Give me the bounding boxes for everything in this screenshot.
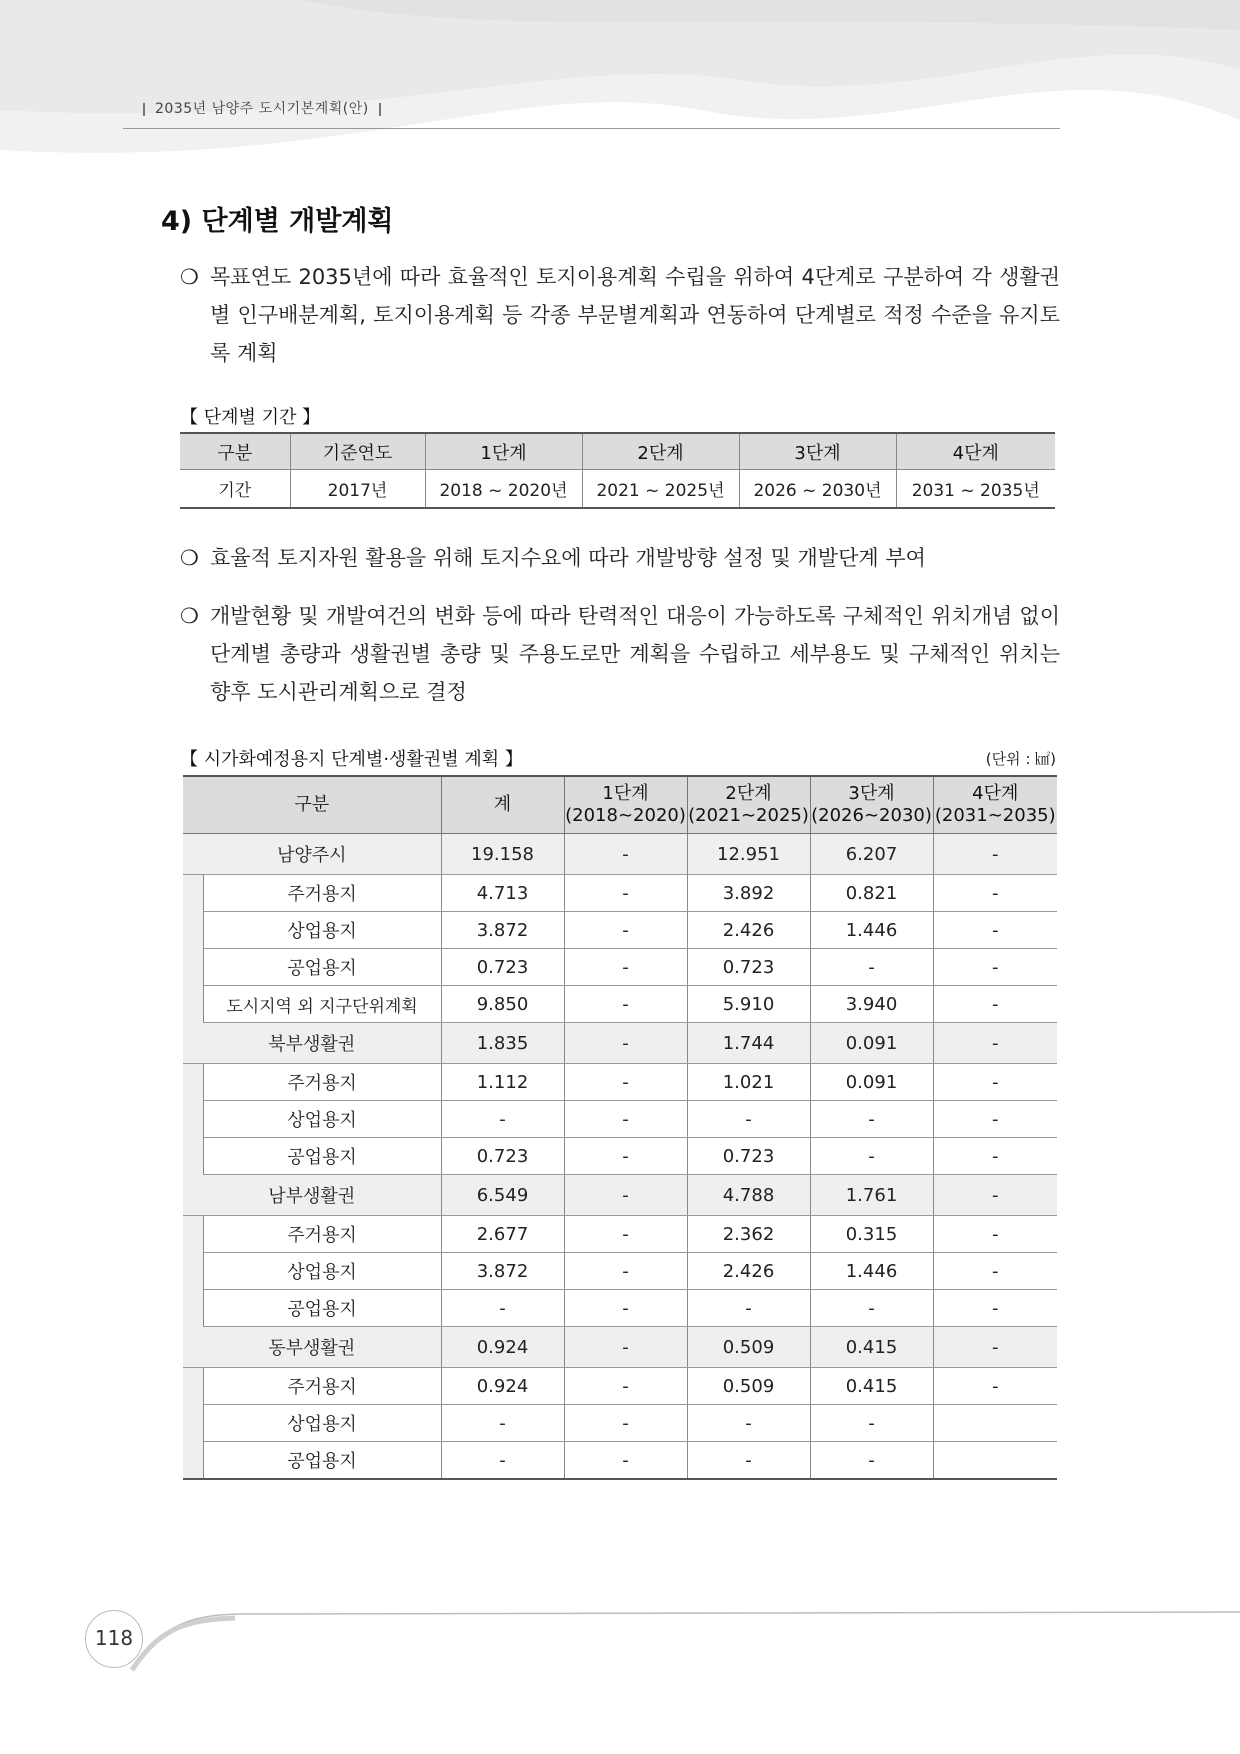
bullet-circle: ❍ (180, 604, 199, 628)
table-cell: - (810, 949, 933, 986)
table-cell: - (810, 1442, 933, 1480)
urbanization-plan-table (183, 775, 1057, 1480)
row-name: 주거용지 (203, 1368, 441, 1405)
table-cell: 1.446 (810, 912, 933, 949)
table-row (183, 1368, 1057, 1405)
group-name: 북부생활권 (183, 1023, 441, 1064)
header-cell-total: 계 (441, 776, 564, 834)
row-name: 상업용지 (203, 1253, 441, 1290)
table-cell: 0.723 (687, 949, 810, 986)
table-row (183, 1216, 1057, 1253)
table-cell: 1.021 (687, 1064, 810, 1101)
table-cell: - (564, 1175, 687, 1216)
table-cell: - (564, 1290, 687, 1327)
header-bar-right (379, 103, 381, 116)
table-cell: 0.723 (687, 1138, 810, 1175)
table-header-row (180, 433, 1055, 470)
table-cell: 0.723 (441, 1138, 564, 1175)
table-cell: 기간 (218, 481, 252, 501)
running-header (133, 98, 391, 118)
header-cell-phase-3 (810, 776, 933, 834)
table-row (183, 1064, 1057, 1101)
table-cell: 3.940 (810, 986, 933, 1023)
unit-label: (단위 : ㎢) (985, 750, 1056, 768)
table-cell: - (933, 1327, 1057, 1368)
table-cell: 3.892 (687, 875, 810, 912)
table-row (183, 875, 1057, 912)
table-cell: - (564, 1216, 687, 1253)
bullet-circle: ❍ (180, 546, 199, 570)
table-cell: - (933, 1290, 1057, 1327)
table-cell: 0.924 (441, 1327, 564, 1368)
indent-stub (183, 1216, 203, 1327)
table-cell: 6.207 (810, 834, 933, 875)
table-row (183, 1405, 1057, 1442)
footer-swoosh-decoration (0, 1600, 1240, 1700)
table-cell: - (810, 1138, 933, 1175)
table-cell: - (687, 1405, 810, 1442)
group-name: 동부생활권 (183, 1327, 441, 1368)
phase-years: (2031∼2035) (934, 805, 1056, 826)
phase-label: 3단계 (848, 783, 895, 804)
table-cell: - (933, 986, 1057, 1023)
indent-stub (183, 1064, 203, 1175)
table-cell: - (441, 1442, 564, 1480)
header-cell-category: 구분 (183, 776, 441, 834)
group-name: 남부생활권 (183, 1175, 441, 1216)
indent-stub (183, 1368, 203, 1480)
paragraph-text: 개발현황 및 개발여건의 변화 등에 따라 탄력적인 대응이 가능하도록 구체적인 위치개념 없이 단계별 총량과 생활권별 총량 및 주용도로만 계획을 수립하고 세부용도 및 구체적인 위치는 향후 도시관리계획으로 결정 (210, 604, 1060, 704)
row-name: 공업용지 (203, 1290, 441, 1327)
table1-caption: 【 단계별 기간 】 (180, 407, 321, 428)
table-cell: 2017년 (290, 470, 425, 509)
phase-label: 2단계 (725, 783, 772, 804)
table-cell: - (441, 1405, 564, 1442)
table-cell: - (933, 912, 1057, 949)
header-cell: 1단계 (425, 433, 582, 470)
running-title: 2035년 남양주 도시기본계획(안) (155, 101, 369, 117)
table-row (183, 1138, 1057, 1175)
table-cell: 0.723 (441, 949, 564, 986)
header-rule (123, 128, 1060, 129)
table-cell: - (564, 834, 687, 875)
table-cell: - (933, 834, 1057, 875)
phase-years: (2018∼2020) (565, 805, 686, 826)
row-name: 상업용지 (203, 1405, 441, 1442)
table-cell: 5.910 (687, 986, 810, 1023)
phase-years: (2021∼2025) (688, 805, 809, 826)
paragraph-text: 목표연도 2035년에 따라 효율적인 토지이용계획 수립을 위하여 4단계로 구분하여 각 생활권별 인구배분계획, 토지이용계획 등 각종 부문별계획과 연동하여 단계별로 적정 수준을 유지토록 계획 (210, 265, 1060, 365)
row-name: 주거용지 (203, 1064, 441, 1101)
table-cell: - (564, 949, 687, 986)
phase-label: 4단계 (972, 783, 1019, 804)
table-cell: 1.112 (441, 1064, 564, 1101)
table-cell: - (564, 1101, 687, 1138)
phase-years: (2026∼2030) (811, 805, 932, 826)
table-cell: 2.677 (441, 1216, 564, 1253)
table-cell: 9.850 (441, 986, 564, 1023)
table-row-group (183, 1175, 1057, 1216)
table-cell: 12.951 (687, 834, 810, 875)
table2-caption: 【 시가화예정용지 단계별·생활권별 계획 】 (180, 749, 523, 770)
row-name: 공업용지 (203, 1442, 441, 1480)
table-row (183, 912, 1057, 949)
table-cell: - (687, 1442, 810, 1480)
row-name: 주거용지 (203, 1216, 441, 1253)
table-cell: - (687, 1290, 810, 1327)
table-row-group (183, 834, 1057, 875)
page-number: 118 (94, 1626, 134, 1650)
table-cell: 0.509 (687, 1368, 810, 1405)
row-name: 주거용지 (203, 875, 441, 912)
table-cell: 0.821 (810, 875, 933, 912)
header-cell: 3단계 (739, 433, 896, 470)
paragraph-3 (180, 597, 1060, 711)
table-cell: - (564, 875, 687, 912)
table-cell: 0.509 (687, 1327, 810, 1368)
table-cell: - (933, 1064, 1057, 1101)
header-cell-phase-1 (564, 776, 687, 834)
table-cell: 0.415 (810, 1327, 933, 1368)
table-cell: 0.415 (810, 1368, 933, 1405)
header-cell-phase-4 (933, 776, 1057, 834)
table-cell: 3.872 (441, 1253, 564, 1290)
period-table (180, 432, 1055, 509)
header-cell: 기준연도 (290, 433, 425, 470)
table-cell: - (933, 875, 1057, 912)
row-name: 도시지역 외 지구단위계획 (203, 986, 441, 1023)
group-name: 남양주시 (183, 834, 441, 875)
table-cell: - (564, 1138, 687, 1175)
table-cell: - (810, 1290, 933, 1327)
table-cell: 2.362 (687, 1216, 810, 1253)
table-cell: 2.426 (687, 912, 810, 949)
table-cell: - (810, 1405, 933, 1442)
table-cell: 0.091 (810, 1064, 933, 1101)
table-cell: - (441, 1101, 564, 1138)
table-cell: - (687, 1101, 810, 1138)
table-cell: - (933, 1101, 1057, 1138)
table-row (183, 1290, 1057, 1327)
table-cell: 4.788 (687, 1175, 810, 1216)
table-cell: - (441, 1290, 564, 1327)
table-cell: 3.872 (441, 912, 564, 949)
table-cell: - (933, 1368, 1057, 1405)
table-cell: - (564, 1442, 687, 1480)
table-cell: - (564, 1023, 687, 1064)
table-row (183, 986, 1057, 1023)
table-cell: - (564, 1405, 687, 1442)
header-cell: 4단계 (896, 433, 1055, 470)
table-cell (933, 1442, 1057, 1480)
table-cell: 2021 ~ 2025년 (582, 470, 739, 509)
header-cell-phase-2 (687, 776, 810, 834)
table-cell: 0.091 (810, 1023, 933, 1064)
row-name: 공업용지 (203, 949, 441, 986)
row-name: 상업용지 (203, 1101, 441, 1138)
header-cell: 구분 (180, 433, 290, 470)
table-cell: 1.744 (687, 1023, 810, 1064)
header-bar-left (143, 103, 145, 116)
table-cell: - (933, 1023, 1057, 1064)
paragraph-2 (180, 539, 1060, 577)
table-cell: - (810, 1101, 933, 1138)
table-cell: 2018 ~ 2020년 (425, 470, 582, 509)
table-cell: - (564, 1327, 687, 1368)
table-row (183, 949, 1057, 986)
table-cell: 4.713 (441, 875, 564, 912)
table-cell: - (564, 1064, 687, 1101)
table-cell: - (564, 986, 687, 1023)
table-header-row (183, 776, 1057, 834)
table-cell: - (564, 1368, 687, 1405)
table-cell: - (933, 949, 1057, 986)
table-cell: 2.426 (687, 1253, 810, 1290)
table-cell: - (933, 1138, 1057, 1175)
table-row-group (183, 1023, 1057, 1064)
table-cell: - (933, 1175, 1057, 1216)
table-cell: 0.315 (810, 1216, 933, 1253)
bullet-circle: ❍ (180, 265, 199, 289)
table-cell: 0.924 (441, 1368, 564, 1405)
table-row (183, 1442, 1057, 1480)
table-cell: 2031 ~ 2035년 (896, 470, 1055, 509)
table-cell: 2026 ~ 2030년 (739, 470, 896, 509)
section-title: 4) 단계별 개발계획 (161, 206, 394, 237)
table-cell (933, 1405, 1057, 1442)
table-cell: 6.549 (441, 1175, 564, 1216)
table-cell: 19.158 (441, 834, 564, 875)
table-cell: 1.761 (810, 1175, 933, 1216)
table-row (180, 470, 1055, 509)
table-cell: - (564, 912, 687, 949)
paragraph-1 (180, 258, 1060, 372)
table-row (183, 1101, 1057, 1138)
table-cell: - (564, 1253, 687, 1290)
row-name: 상업용지 (203, 912, 441, 949)
header-cell: 2단계 (582, 433, 739, 470)
indent-stub (183, 875, 203, 1023)
table-cell: - (933, 1216, 1057, 1253)
paragraph-text: 효율적 토지자원 활용을 위해 토지수요에 따라 개발방향 설정 및 개발단계 부여 (210, 546, 926, 570)
table-cell: 1.835 (441, 1023, 564, 1064)
table-cell: - (933, 1253, 1057, 1290)
row-name: 공업용지 (203, 1138, 441, 1175)
table-row (183, 1253, 1057, 1290)
table-cell: 1.446 (810, 1253, 933, 1290)
phase-label: 1단계 (602, 783, 649, 804)
table-row-group (183, 1327, 1057, 1368)
